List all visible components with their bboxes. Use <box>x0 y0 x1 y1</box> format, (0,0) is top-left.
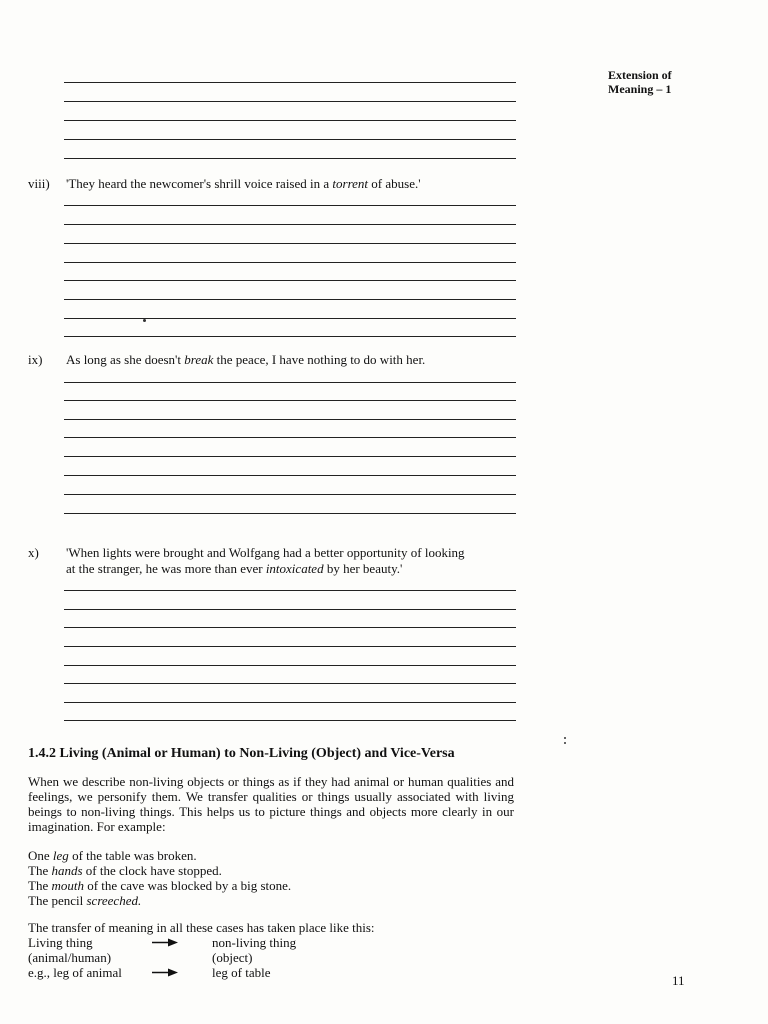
transfer-right: non-living thing <box>212 935 297 950</box>
answer-line[interactable] <box>64 646 516 647</box>
speck <box>143 319 146 322</box>
question-viii <box>28 176 528 192</box>
answer-line[interactable] <box>64 702 516 703</box>
transfer-left: e.g., leg of animal <box>28 965 122 980</box>
transfer-right: leg of table <box>212 965 271 980</box>
answer-line[interactable] <box>64 139 516 140</box>
question-ix <box>28 352 528 368</box>
example-line: The mouth of the cave was blocked by a big stone. <box>28 878 292 893</box>
answer-line[interactable] <box>64 120 516 121</box>
answer-line[interactable] <box>64 101 516 102</box>
section-heading: 1.4.2 Living (Animal or Human) to Non-Living (Object) and Vice-Versa <box>28 746 455 761</box>
answer-line[interactable] <box>64 475 516 476</box>
answer-line[interactable] <box>64 456 516 457</box>
answer-line[interactable] <box>64 224 516 225</box>
arrow-right-icon <box>152 938 178 947</box>
page-number: 11 <box>672 973 685 988</box>
answer-line[interactable] <box>64 262 516 263</box>
answer-line[interactable] <box>64 683 516 684</box>
example-line: The hands of the clock have stopped. <box>28 863 222 878</box>
question-text: 'When lights were brought and Wolfgang had a better opportunity of looking at the stranger, he was more than ever intoxicated by her beauty.' <box>66 545 465 576</box>
answer-line[interactable] <box>64 627 516 628</box>
arrow-right-icon <box>152 968 178 977</box>
transfer-left: (animal/human) <box>28 950 112 965</box>
answer-line[interactable] <box>64 205 516 206</box>
answer-line[interactable] <box>64 513 516 514</box>
transfer-right: (object) <box>212 950 253 965</box>
answer-line[interactable] <box>64 243 516 244</box>
answer-line[interactable] <box>64 280 516 281</box>
answer-line[interactable] <box>64 720 516 721</box>
answer-line[interactable] <box>64 382 516 383</box>
answer-line[interactable] <box>64 318 516 319</box>
transfer-left: Living thing <box>28 935 93 950</box>
answer-line[interactable] <box>64 665 516 666</box>
answer-line[interactable] <box>64 437 516 438</box>
example-line: The pencil screeched. <box>28 893 142 908</box>
answer-line[interactable] <box>64 590 516 591</box>
question-text: 'They heard the newcomer's shrill voice raised in a torrent of abuse.' <box>66 176 421 191</box>
answer-line[interactable] <box>64 400 516 401</box>
answer-line[interactable] <box>64 82 516 83</box>
answer-line[interactable] <box>64 158 516 159</box>
question-x <box>28 545 528 577</box>
section-paragraph: When we describe non-living objects or things as if they had animal or human qualities and feelings, we personify them. We transfer qualities or things usually associated with living beings to non-living things. This helps us to picture things and objects more clearly in our imagination. For example: <box>28 774 514 834</box>
answer-line[interactable] <box>64 336 516 337</box>
transfer-intro: The transfer of meaning in all these cases has taken place like this: <box>28 920 375 935</box>
question-number: ix) <box>28 352 43 367</box>
example-line: One leg of the table was broken. <box>28 848 197 863</box>
question-text: As long as she doesn't break the peace, I have nothing to do with her. <box>66 352 426 367</box>
side-heading <box>608 68 672 96</box>
answer-line[interactable] <box>64 609 516 610</box>
speck <box>564 742 566 744</box>
question-number: viii) <box>28 176 50 191</box>
question-number: x) <box>28 545 39 560</box>
answer-line[interactable] <box>64 299 516 300</box>
answer-line[interactable] <box>64 419 516 420</box>
answer-line[interactable] <box>64 494 516 495</box>
side-heading-line1: Extension of <box>608 68 672 82</box>
speck <box>564 737 566 739</box>
side-heading-line2: Meaning – 1 <box>608 82 672 96</box>
